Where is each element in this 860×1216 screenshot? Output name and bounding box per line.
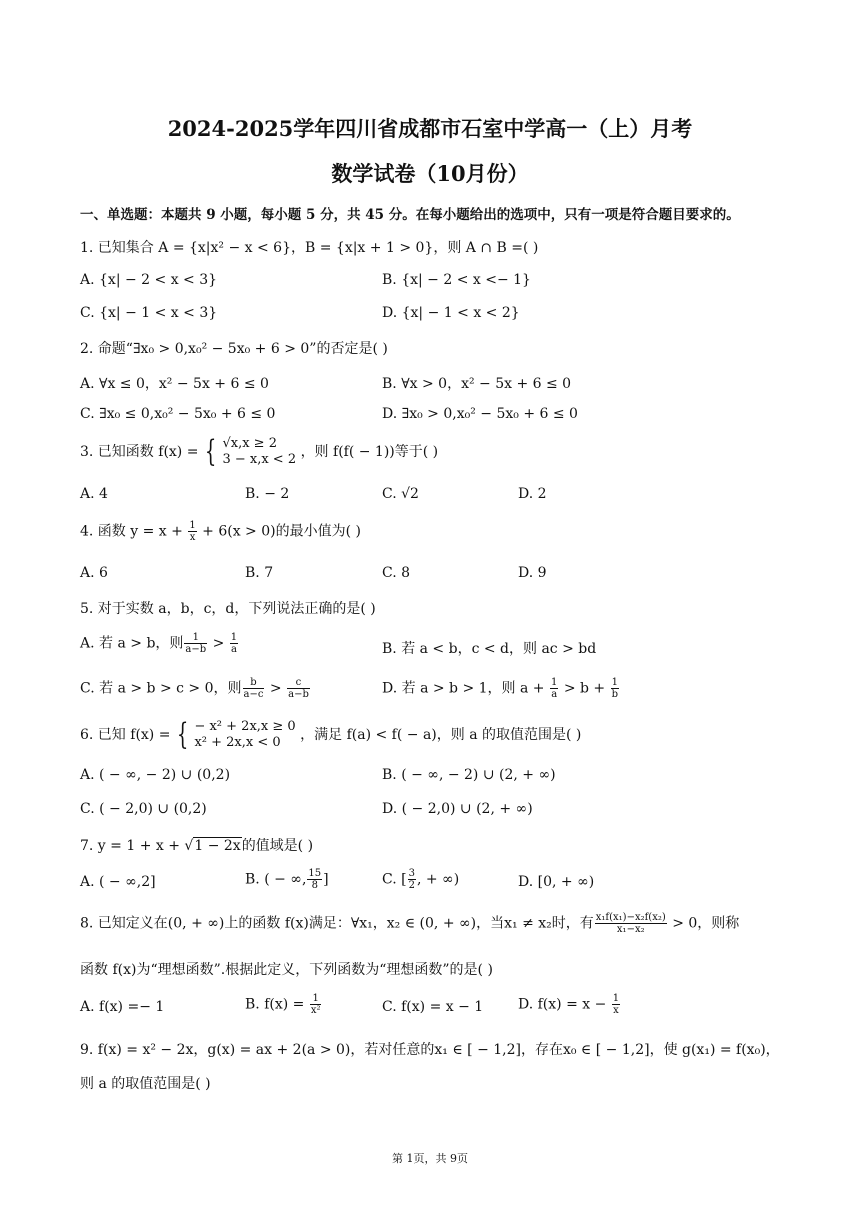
q5d-prefix: D. 若 a > b > 1，则 a +: [382, 680, 545, 697]
q4-frac-den: x: [189, 532, 196, 543]
q1-option-c: C. {x| − 1 < x < 3}: [80, 305, 218, 321]
q7c-frac: [408, 868, 416, 891]
question-9-stem-line1: 9. f(x) = x² − 2x，g(x) = ax + 2(a > 0)，若对任意的x₁ ∈ [ − 1,2]，存在x₀ ∈ [ − 1,2]，使 g(x₁) = f(x₀)，: [80, 1042, 780, 1058]
q5d-frac-2: [611, 677, 619, 700]
q5d-frac-1: [550, 677, 558, 700]
question-3-stem: [80, 436, 438, 468]
q6-option-d: D. ( − 2,0) ∪ (2, + ∞): [382, 801, 533, 817]
q2-option-d: D. ∃x₀ > 0,x₀² − 5x₀ + 6 ≤ 0: [382, 406, 578, 422]
page-footer: 第 1页，共 9页: [392, 1152, 468, 1165]
question-6-stem: [80, 719, 581, 751]
q4-frac-num: 1: [189, 520, 196, 531]
q6-stem-suffix: ，满足 f(a) < f( − a)，则 a 的取值范围是( ): [300, 727, 582, 743]
q8-stem-suffix: > 0，则称: [672, 915, 740, 932]
q7-option-c: [382, 868, 459, 891]
q2-option-c: C. ∃x₀ ≤ 0,x₀² − 5x₀ + 6 ≤ 0: [80, 406, 276, 422]
q5c-f2-den: a−b: [288, 689, 309, 700]
q3-option-a: A. 4: [80, 486, 108, 502]
q5c-mid: >: [269, 680, 282, 697]
q5a-f2-den: a: [231, 644, 237, 655]
q4-option-d: D. 9: [518, 565, 547, 581]
q5a-frac-1: [184, 632, 207, 655]
q5d-f2-num: 1: [611, 677, 618, 688]
q6-option-c: C. ( − 2,0) ∪ (0,2): [80, 801, 207, 817]
q1-option-b: B. {x| − 2 < x <− 1}: [382, 272, 531, 288]
q5-option-b: B. 若 a < b，c < d，则 ac > bd: [382, 641, 597, 657]
q7b-prefix: B. ( − ∞,: [245, 871, 307, 888]
question-1-stem: 1. 已知集合 A = {x|x² − x < 6}，B = {x|x + 1 > 0}，则 A ∩ B =( ): [80, 240, 539, 256]
q7-option-d: D. [0, + ∞): [518, 874, 595, 890]
q4-option-c: C. 8: [382, 565, 411, 581]
q5c-f1-num: b: [243, 677, 265, 689]
q5-option-a: [80, 632, 239, 655]
q3-piecewise-brace: {: [204, 434, 217, 469]
q6-stem-prefix: 6. 已知 f(x) =: [80, 727, 171, 743]
q6-option-b: B. ( − ∞, − 2) ∪ (2, + ∞): [382, 767, 556, 783]
q7c-frac-den: 2: [408, 880, 415, 891]
q7b-frac-num: 15: [308, 868, 322, 879]
q7c-prefix: C. [: [382, 871, 407, 888]
q5a-f1-den: a−b: [185, 644, 207, 655]
q5a-frac-2: [230, 632, 238, 655]
q7b-frac: [307, 868, 322, 891]
q7-sqrt-body: 1 − 2x: [194, 838, 241, 854]
q5c-prefix: C. 若 a > b > c > 0，则: [80, 680, 242, 697]
q8-option-c: C. f(x) = x − 1: [382, 999, 484, 1015]
q8b-frac-num: 1: [310, 993, 322, 1005]
q4-option-a: A. 6: [80, 565, 108, 581]
question-8-stem-line2: 函数 f(x)为“理想函数”.根据此定义，下列函数为“理想函数”的是( ): [80, 962, 493, 978]
q1-option-d: D. {x| − 1 < x < 2}: [382, 305, 520, 321]
q5a-f2-num: 1: [230, 632, 238, 643]
q5d-mid: > b +: [563, 680, 606, 697]
q8-frac-den: x₁−x₂: [616, 924, 645, 935]
q8b-frac: [310, 993, 322, 1016]
q8-stem-prefix: 8. 已知定义在(0, + ∞)上的函数 f(x)满足：∀x₁，x₂ ∈ (0, + ∞)，当x₁ ≠ x₂时，有: [80, 915, 594, 932]
exam-title-line1: 2024-2025学年四川省成都市石室中学高一（上）月考: [167, 116, 693, 141]
q5c-f2-num: c: [287, 677, 310, 689]
q3-option-d: D. 2: [518, 486, 547, 502]
q8-option-a: A. f(x) =− 1: [80, 999, 165, 1015]
q3-option-c: C. √2: [382, 486, 419, 502]
q4-stem-prefix: 4. 函数 y = x +: [80, 523, 183, 540]
q8-fraction: [595, 912, 667, 935]
section-heading: 一、单选题：本题共 9 小题，每小题 5 分，共 45 分。在每小题给出的选项中，只有一项是符合题目要求的。: [80, 207, 740, 223]
q8d-frac-num: 1: [612, 993, 620, 1004]
q5d-f1-num: 1: [550, 677, 558, 688]
q8d-frac-den: x: [613, 1005, 619, 1016]
q8-option-d: [518, 993, 621, 1016]
q3-option-b: B. − 2: [245, 486, 290, 502]
q7-option-b: [245, 868, 329, 891]
q5c-frac-1: [243, 677, 265, 700]
q5-option-c: [80, 677, 311, 700]
q7-sqrt-sign: √: [184, 838, 194, 854]
q5a-prefix: A. 若 a > b，则: [80, 635, 184, 652]
q2-option-a: A. ∀x ≤ 0，x² − 5x + 6 ≤ 0: [80, 376, 269, 392]
q6-piecewise-cases: [194, 719, 295, 751]
q8b-prefix: B. f(x) =: [245, 996, 305, 1013]
q3-stem-prefix: 3. 已知函数 f(x) =: [80, 444, 199, 460]
q7b-post: ]: [323, 871, 329, 888]
q6-case-2: x² + 2x,x < 0: [194, 735, 281, 750]
q3-piecewise-cases: [222, 436, 296, 468]
q7-option-a: A. ( − ∞,2]: [80, 874, 156, 890]
q5c-frac-2: [287, 677, 310, 700]
q6-option-a: A. ( − ∞, − 2) ∪ (0,2): [80, 767, 231, 783]
q5c-f1-den: a−c: [243, 689, 264, 700]
q8-frac-num: x₁f(x₁)−x₂f(x₂): [595, 912, 666, 923]
q3-case-1: √x,x ≥ 2: [222, 436, 277, 451]
q1-option-a: A. {x| − 2 < x < 3}: [80, 272, 218, 288]
q7-stem-suffix: 的值域是( ): [241, 838, 314, 854]
q6-piecewise-brace: {: [176, 717, 189, 752]
question-7-stem: [80, 835, 313, 855]
q3-stem-suffix: ，则 f(f( − 1))等于( ): [300, 444, 439, 460]
question-4-stem: [80, 520, 361, 543]
q5a-f1-num: 1: [184, 632, 207, 644]
q3-case-2: 3 − x,x < 2: [222, 452, 297, 467]
q8d-prefix: D. f(x) = x −: [518, 996, 607, 1013]
q4-stem-suffix: + 6(x > 0)的最小值为( ): [202, 523, 361, 540]
q7c-post: , + ∞): [416, 871, 460, 888]
exam-title-line2: 数学试卷（10月份）: [331, 161, 529, 186]
q2-option-b: B. ∀x > 0，x² − 5x + 6 ≤ 0: [382, 376, 572, 392]
q7c-frac-num: 3: [408, 868, 415, 879]
question-8-stem: [80, 912, 739, 935]
q7-stem-prefix: 7. y = 1 + x +: [80, 838, 180, 854]
q5-option-d: [382, 677, 620, 700]
q8d-frac: [612, 993, 620, 1016]
question-2-stem: 2. 命题“∃x₀ > 0,x₀² − 5x₀ + 6 > 0”的否定是( ): [80, 341, 388, 357]
q8b-frac-den: x²: [310, 1005, 321, 1016]
question-9-stem-line2: 则 a 的取值范围是( ): [80, 1076, 211, 1092]
q5a-mid: >: [212, 635, 225, 652]
q5d-f2-den: b: [611, 689, 618, 700]
q6-case-1: − x² + 2x,x ≥ 0: [194, 719, 296, 734]
q4-fraction: [188, 520, 196, 543]
q7b-frac-den: 8: [311, 880, 318, 891]
q4-option-b: B. 7: [245, 565, 274, 581]
q8-option-b: [245, 993, 322, 1016]
q5d-f1-den: a: [551, 689, 558, 700]
question-5-stem: 5. 对于实数 a，b，c，d，下列说法正确的是( ): [80, 601, 376, 617]
